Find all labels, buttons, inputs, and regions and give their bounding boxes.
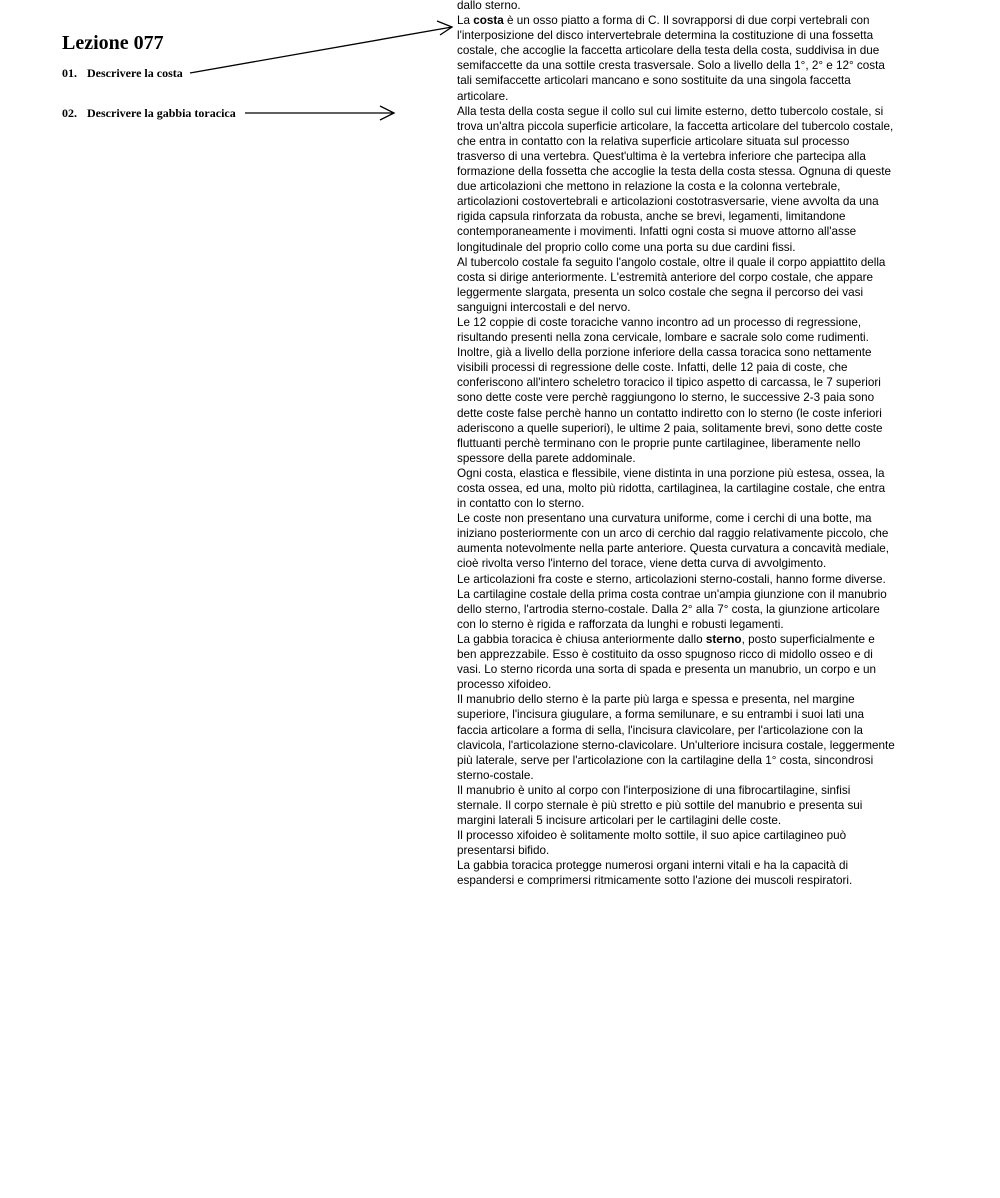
answer-line: leggermente slargata, presenta un solco costale che segna il percorso dei vasi (457, 285, 864, 299)
answer-line: in contatto con lo sterno. (457, 497, 585, 511)
answer-line: margini laterali 5 incisure articolari per le cartilagini delle coste. (457, 814, 782, 828)
arrow-question-2 (245, 106, 394, 120)
answer-line: più laterale, serve per l'articolazione con la cartilagine della 1° costa, sincondrosi (457, 753, 874, 767)
answer-line: La gabbia toracica protegge numerosi organi interni vitali e ha la capacità di (457, 859, 849, 873)
answer-line: Al tubercolo costale fa seguito l'angolo costale, oltre il quale il corpo appiattito della (457, 255, 886, 269)
answer-line: Inoltre, già a livello della porzione inferiore della cassa toracica sono nettamente (457, 346, 872, 360)
answer-line: conferiscono all'intero scheletro toracico il tipico aspetto di carcassa, le 7 superiori (457, 376, 881, 390)
answer-line: dette coste false perchè hanno un contatto indiretto con lo sterno (le coste inferiori (457, 406, 882, 420)
answer-line: cioè rivolta verso l'interno del torace, viene detta curva di avvolgimento. (457, 557, 827, 571)
answer-line: dello sterno, l'artrodia sterno-costale. Dalla 2° alla 7° costa, la giunzione articolare (457, 602, 880, 616)
answer-line: espandersi e comprimersi ritmicamente sotto l'azione dei muscoli respiratori. (457, 874, 853, 888)
answer-line: sterno-costale. (457, 768, 534, 782)
answer-line: formazione della fossetta che accoglie la testa della costa stessa. Ognuna di queste (457, 165, 891, 179)
answer-line: presentarsi bifido. (457, 844, 550, 858)
question-2-number: 02. (62, 106, 77, 120)
answer-line: clavicola, l'articolazione sterno-clavicolare. Un'ulteriore incisura costale, leggermente (457, 738, 895, 752)
answer-line: trova un'altra piccola superficie articolare, la faccetta articolare del tubercolo costale, (457, 119, 894, 133)
answer-line: processo xifoideo. (457, 678, 552, 692)
answer-line: l'interposizione del disco intervertebrale determina la costituzione di una fossetta (457, 29, 874, 43)
answer-line: ben apprezzabile. Esso è costituito da osso spugnoso ricco di midollo osseo e di (457, 648, 873, 662)
answer-line: Le articolazioni fra coste e sterno, articolazioni sterno-costali, hanno forme diverse. (457, 572, 886, 586)
answer-line: Le 12 coppie di coste toraciche vanno incontro ad un processo di regressione, (457, 315, 862, 329)
answer-line: Ogni costa, elastica e flessibile, viene distinta in una porzione più estesa, ossea, la (457, 466, 885, 480)
question-1-number: 01. (62, 66, 77, 80)
answer-line: costa si dirige anteriormente. L'estremità anteriore del corpo costale, che appare (457, 270, 874, 284)
answer-line: La cartilagine costale della prima costa contrae un'ampia giunzione con il manubrio (457, 587, 887, 601)
answer-line: dallo sterno. (457, 0, 521, 12)
question-1-text: Descrivere la costa (87, 66, 183, 80)
answer-line: rigida capsula rinforzata da robusta, anche se brevi, legamenti, limitandone (457, 210, 846, 224)
answer-line: Alla testa della costa segue il collo sul cui limite esterno, detto tubercolo costale, si (457, 104, 884, 118)
arrow-question-1 (190, 21, 452, 73)
answer-line: spessore della parete addominale. (457, 451, 636, 465)
arrow-1-line (190, 27, 452, 73)
answer-line: articolazioni costovertebrali e articolazioni costotrasversarie, viene avvolta da una (457, 195, 879, 209)
answer-line: con lo sterno è rigida e rafforzata da lunghi e robusti legamenti. (457, 617, 784, 631)
answer-line: costa ossea, ed una, molto più ridotta, cartilaginea, la cartilagine costale, che entra (457, 482, 886, 495)
answer-line: trasverso di una vertebra. Quest'ultima è la vertebra inferiore che partecipa alla (457, 149, 866, 163)
answer-line: La gabbia toracica è chiusa anteriormente dallo sterno, posto superficialmente e (457, 632, 875, 646)
answer-line: La costa è un osso piatto a forma di C. Il sovrapporsi di due corpi vertebrali con (457, 14, 870, 28)
answer-line: faccia articolare a forma di sella, l'incisura clavicolare, per l'articolazione con la (457, 723, 863, 737)
answer-line: semifaccette da una sottile cresta trasversale. Solo a livello della 1°, 2° e 12° costa (457, 59, 885, 73)
answer-line: fluttuanti perchè terminano con le proprie punte cartilaginee, liberamente nello (457, 436, 861, 450)
answer-line: aderiscono a quelle superiori), le ultime 2 paia, solitamente brevi, sono dette coste (457, 421, 883, 435)
answer-line: superiore, l'incisura giugulare, a forma semilunare, e su entrambi i suoi lati una (457, 708, 864, 722)
answer-line: longitudinale del proprio collo come una porta su due cardini fissi. (457, 240, 796, 254)
answer-line: Il processo xifoideo è solitamente molto sottile, il suo apice cartilagineo può (457, 829, 847, 843)
answer-line: che entra in contatto con la relativa superficie articolare situata sul processo (457, 134, 850, 148)
answer-line: contemporaneamente i movimenti. Infatti ogni costa si muove attorno all'asse (457, 225, 857, 239)
answer-line: aumenta notevolmente nella parte anteriore. Questa curvatura a concavità mediale, (457, 542, 890, 556)
answer-line: due articolazioni che mettono in relazione la costa e la colonna vertebrale, (457, 180, 841, 194)
answer-line: risultando presenti nella zona cervicale, lombare e sacrale solo come rudimenti. (457, 331, 869, 345)
answer-line: vasi. Lo sterno ricorda una sorta di spada e presenta un manubrio, un corpo e un (457, 663, 877, 677)
answer-line: tali semifaccette articolari mancano e sono sostituite da una singola faccetta (457, 74, 851, 88)
lesson-title: Lezione 077 (62, 32, 164, 54)
answer-line: iniziano posteriormente con un arco di cerchio dal raggio relativamente piccolo, che (457, 527, 889, 541)
answer-line: Il manubrio è unito al corpo con l'interposizione di una fibrocartilagine, sinfisi (457, 783, 851, 797)
answer-line: Il manubrio dello sterno è la parte più larga e spessa e presenta, nel margine (457, 693, 855, 707)
answer-line: sternale. Il corpo sternale è più stretto e più sottile del manubrio e presenta sui (457, 798, 863, 812)
answer-line: articolare. (457, 89, 509, 103)
answer-text (457, 0, 935, 889)
answer-line: visibili processi di regressione delle coste. Infatti, delle 12 paia di coste, che (457, 361, 848, 375)
question-2-text: Descrivere la gabbia toracica (87, 106, 236, 120)
answer-line: sanguigni intercostali e del nervo. (457, 300, 631, 314)
answer-line: sono dette coste vere perchè raggiungono lo sterno, le successive 2-3 paia sono (457, 391, 875, 405)
answer-line: costale, che accoglie la faccetta articolare della testa della costa, suddivisa in due (457, 44, 880, 58)
answer-line: Le coste non presentano una curvatura uniforme, come i cerchi di una botte, ma (457, 512, 872, 526)
